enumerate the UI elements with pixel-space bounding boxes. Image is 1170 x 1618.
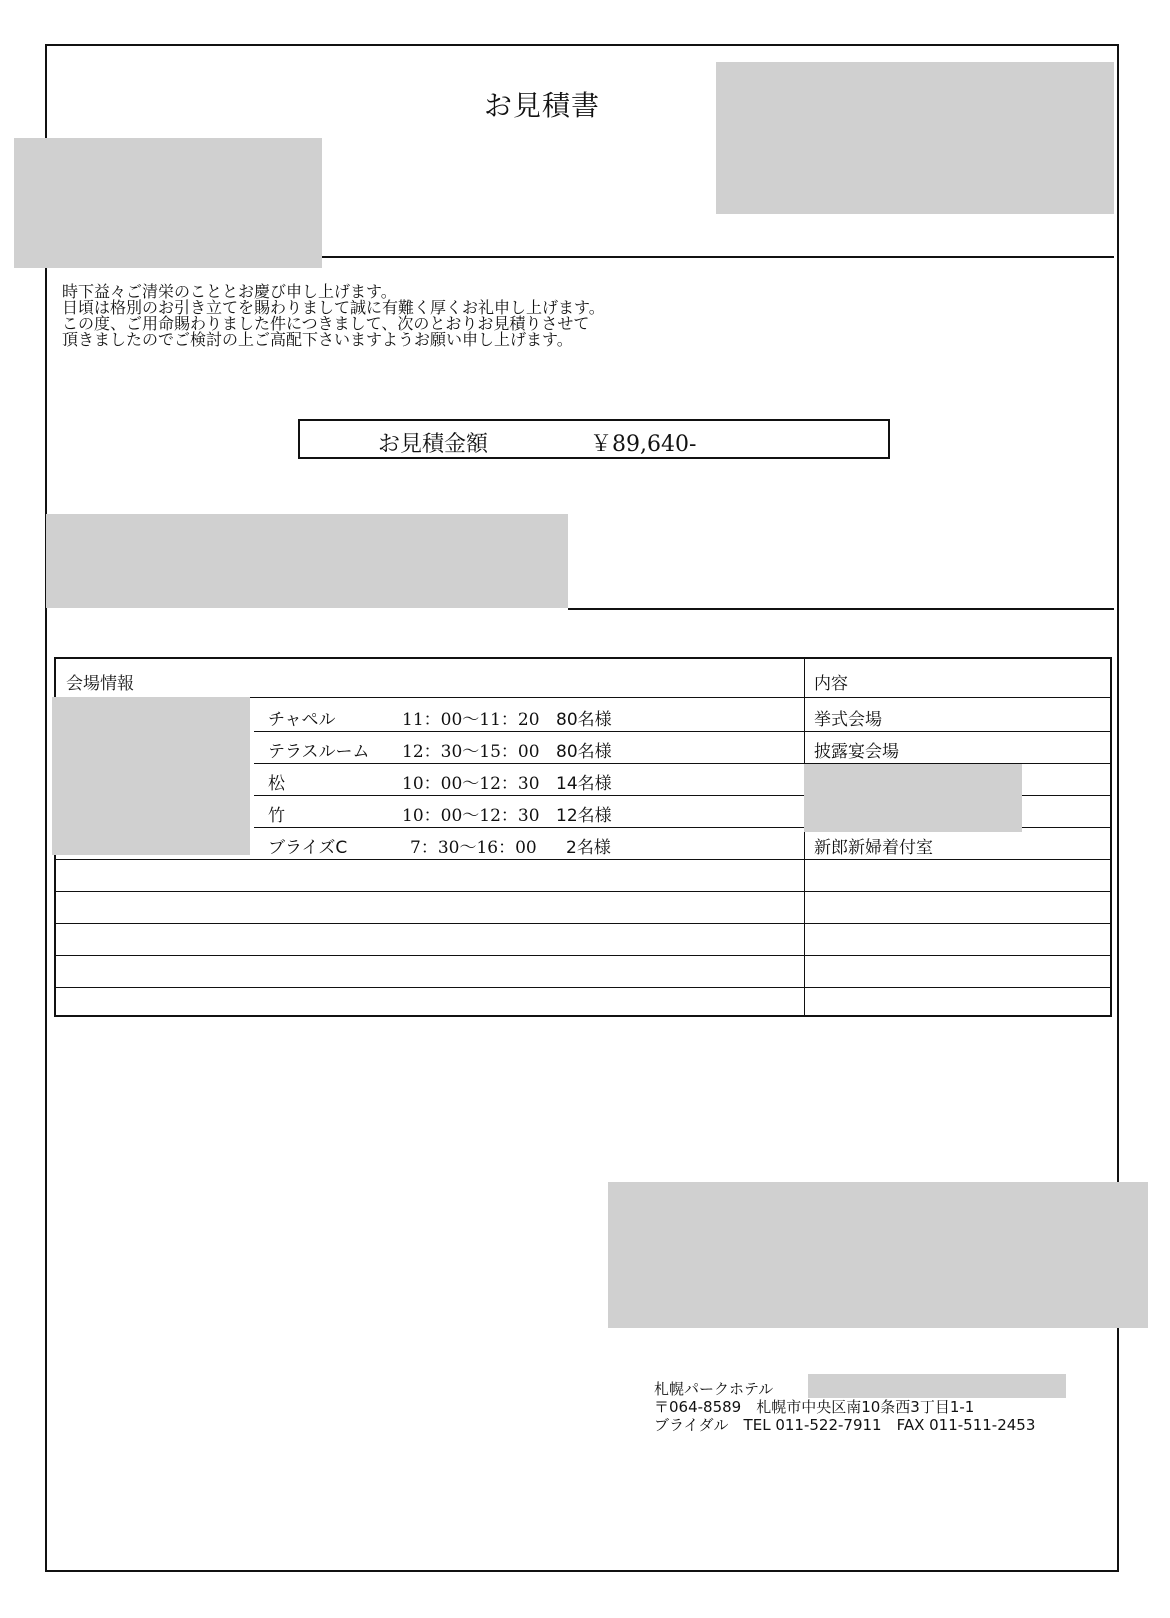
table-rule xyxy=(56,891,1110,892)
estimate-amount: ￥89,640- xyxy=(590,432,697,457)
greeting-line: 時下益々ご清栄のこととお慶び申し上げます。 xyxy=(62,282,397,301)
table-rule xyxy=(56,955,1110,956)
room-time: 10：00～12：30 xyxy=(402,806,540,826)
room-name: 松 xyxy=(268,774,285,794)
hotel-contact: ブライダル TEL 011-522-7911 FAX 011-511-2453 xyxy=(654,1416,1036,1434)
room-content: 新郎新婦着付室 xyxy=(814,838,933,858)
room-guests: 14名様 xyxy=(556,774,612,794)
hotel-name: 札幌パークホテル xyxy=(654,1380,774,1398)
room-name: テラスルーム xyxy=(268,742,370,762)
room-guests: 12名様 xyxy=(556,806,612,826)
table-rule xyxy=(254,731,1110,732)
room-guests: 80名様 xyxy=(556,742,612,762)
greeting-line: この度、ご用命賜わりました件につきまして、次のとおりお見積りさせて xyxy=(62,314,590,333)
redacted-block xyxy=(716,62,1114,214)
table-rule xyxy=(56,987,1110,988)
room-name: 竹 xyxy=(268,806,285,826)
redacted-block xyxy=(608,1182,1148,1328)
room-time: 11：00～11：20 xyxy=(402,710,540,730)
redacted-block xyxy=(14,138,322,268)
table-rule xyxy=(56,859,1110,860)
document-title: お見積書 xyxy=(484,89,601,122)
room-time: 7：30～16：00 xyxy=(410,838,537,858)
room-guests: 80名様 xyxy=(556,710,612,730)
room-name: ブライズC xyxy=(268,838,348,858)
header-venue-info: 会場情報 xyxy=(66,674,134,694)
room-time: 10：00～12：30 xyxy=(402,774,540,794)
divider xyxy=(568,608,1114,610)
room-guests: 2名様 xyxy=(566,838,611,858)
redacted-block xyxy=(808,1374,1066,1398)
greeting-line: 日頃は格別のお引き立てを賜わりまして誠に有難く厚くお礼申し上げます。 xyxy=(62,298,605,317)
estimate-amount-box xyxy=(298,419,890,459)
room-content: 披露宴会場 xyxy=(814,742,899,762)
room-time: 12：30～15：00 xyxy=(402,742,540,762)
table-rule xyxy=(804,659,805,1015)
room-content: 挙式会場 xyxy=(814,710,882,730)
redacted-block xyxy=(46,514,568,608)
table-rule xyxy=(56,923,1110,924)
redacted-block xyxy=(804,764,1022,832)
header-content: 内容 xyxy=(814,674,848,694)
greeting-line: 頂きましたのでご検討の上ご高配下さいますようお願い申し上げます。 xyxy=(62,330,573,349)
room-name: チャペル xyxy=(268,710,336,730)
redacted-block xyxy=(52,697,250,855)
divider xyxy=(322,256,1114,258)
estimate-label: お見積金額 xyxy=(378,432,489,457)
greeting-text xyxy=(62,284,605,348)
hotel-address: 〒064-8589 札幌市中央区南10条西3丁目1-1 xyxy=(654,1398,975,1416)
